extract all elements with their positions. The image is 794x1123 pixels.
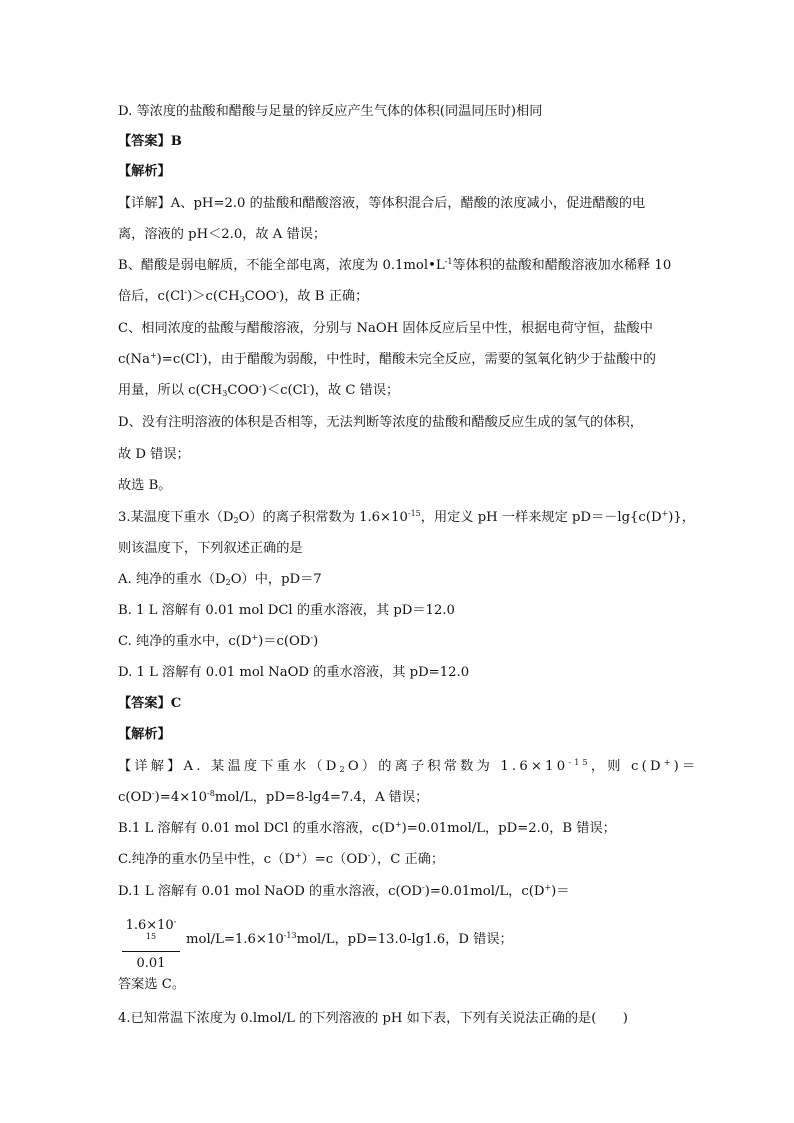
answer-label-1: 【答案】B	[118, 134, 182, 149]
detail-2-line-e: D.1 L 溶解有 0.01 mol NaOD 的重水溶液，c(OD-)=0.01mol/L，c(D+)＝	[118, 883, 570, 899]
answer-label-2: 【答案】C	[118, 696, 182, 711]
detail-2-line-c: B.1 L 溶解有 0.01 mol DCl 的重水溶液，c(D+)=0.01mol/L，pD=2.0，B 错误；	[118, 820, 616, 836]
detail-1-line-j: 故选 B。	[118, 478, 172, 493]
question-4-stem: 4.已知常温下浓度为 0.lmol/L 的下列溶液的 pH 如下表，下列有关说法正确的是( )	[118, 1011, 628, 1026]
analysis-label-2: 【解析】	[118, 727, 171, 742]
detail-1-line-a: 【详解】A、pH=2.0 的盐酸和醋酸溶液，等体积混合后，醋酸的浓度减小，促进醋酸的电	[118, 196, 646, 211]
question-3-option-b: B. 1 L 溶解有 0.01 mol DCl 的重水溶液，其 pD＝12.0	[118, 603, 455, 618]
detail-1-line-e: C、相同浓度的盐酸与醋酸溶液，分别与 NaOH 固体反应后呈中性，根据电荷守恒，盐酸中	[118, 321, 653, 336]
question-3-option-d: D. 1 L 溶解有 0.01 mol NaOD 的重水溶液，其 pD=12.0	[118, 665, 470, 680]
detail-1-line-g: 用量，所以 $c(CH_3COO^-)<c(Cl^-)$，故 C 错误；	[118, 382, 400, 398]
detail-1-line-c: B、醋酸是弱电解质，不能全部电离，浓度为 $0.1mol•L^{-1}$等体积的盐酸和醋酸溶液加水稀释 10	[118, 257, 672, 273]
analysis-label-1: 【解析】	[118, 164, 171, 179]
question-3-stem-a: 3.某温度下重水$(D_2O)$的离子积常数为 $1.6\times 10^{-15}$，用定义 pH 一样来规定 pD＝－lg{c(D+)}，	[118, 509, 695, 525]
fraction-numerator: $1.6\times 10^{-15}$	[122, 918, 180, 952]
detail-2-line-d: C.纯净的重水仍呈中性，c（D+）=c（OD-），C 正确；	[118, 851, 445, 867]
detail-2-line-g: 答案选 C。	[118, 977, 186, 992]
fraction-denominator: 0.01	[136, 956, 166, 971]
detail-1-line-i: 故 D 错误；	[118, 447, 190, 462]
question-3-stem-b: 则该温度下，下列叙述正确的是	[118, 541, 303, 556]
detail-2-line-b: $c(OD^-)=4\times 10^{-8}mol/L$，pD=8-lg4=7.4，A 错误；	[118, 789, 429, 805]
detail-1-line-d: 倍后，$c(Cl^-)>c(CH_3COO^-)$，故 B 正确；	[118, 288, 369, 304]
question-3-option-c: C. 纯净的重水中，c(D+)＝c(OD-)	[118, 633, 319, 649]
detail-2-line-f: mol/$L=1.6\times 10^{-13}mol/L$，pD=13.0-lg1.6，D 错误；	[186, 931, 513, 947]
detail-1-line-h: D、没有注明溶液的体积是否相等，无法判断等浓度的盐酸和醋酸反应生成的氢气的体积，	[118, 415, 643, 430]
detail-2-line-a: 【详解】A. 某温度下重水$(D_2O)$的离子积常数为 $1.6\times 10^{-15}$，则 c(D+)＝	[118, 758, 699, 774]
detail-1-line-f: c(Na+)=c(Cl-)，由于醋酸为弱酸，中性时，醋酸未完全反应，需要的氢氧化钠少于盐酸中的	[118, 351, 656, 367]
detail-1-line-b: 离，溶液的 pH＜2.0，故 A 错误；	[118, 227, 327, 242]
fraction-formula	[122, 918, 180, 971]
question-3-option-a: A. 纯净的重水$(D_2O)$中，pD＝7	[118, 572, 322, 587]
option-d-line: D. 等浓度的盐酸和醋酸与足量的锌反应产生气体的体积(同温同压时)相同	[118, 104, 543, 119]
